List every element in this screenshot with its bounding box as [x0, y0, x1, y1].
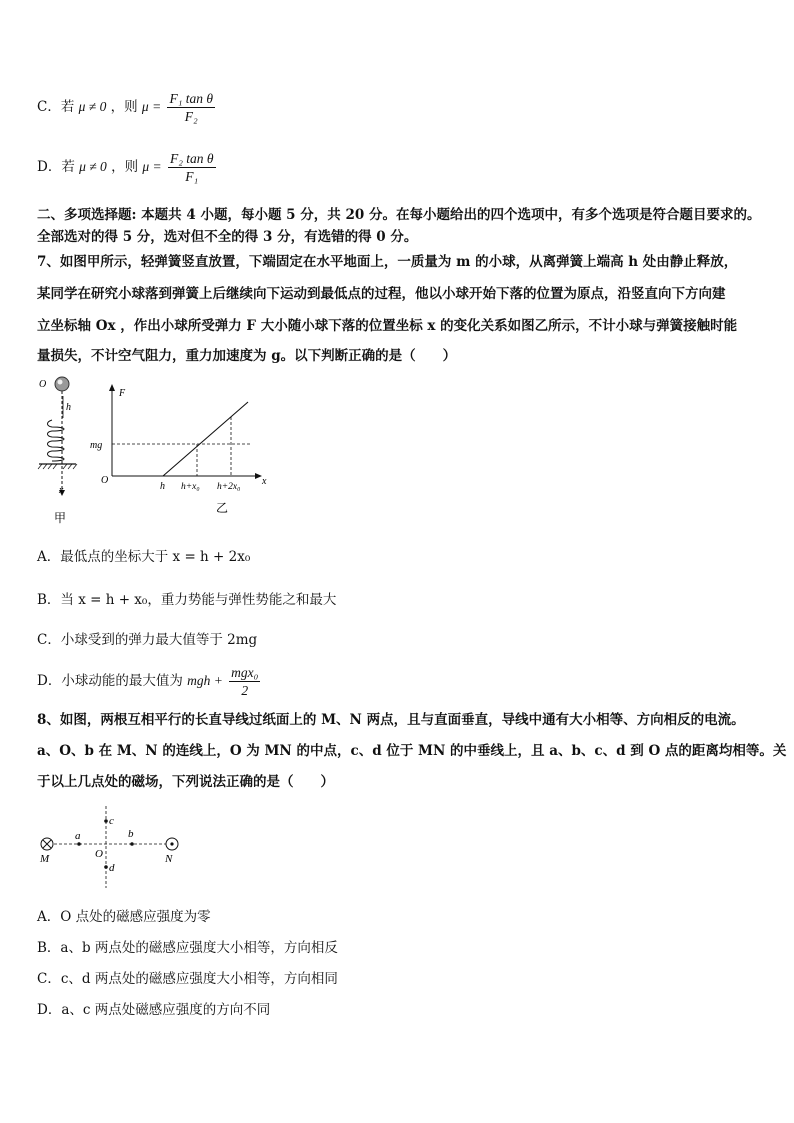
- q8-label-o: O: [95, 848, 103, 860]
- jia-label-o: O: [39, 379, 47, 390]
- option-d-numerator: F₂ tan θ: [169, 151, 214, 166]
- ball-icon: [55, 377, 69, 391]
- q7-option-d-denominator: 2: [241, 683, 249, 698]
- q7-line1: 7、如图甲所示，轻弹簧竖直放置，下端固定在水平地面上，一质量为 m 的小球，从离弹簧上端高 h 处由静止释放，: [37, 254, 738, 270]
- yi-tick-h2x0: h+2x₀: [217, 482, 241, 492]
- jia-caption: 甲: [54, 511, 67, 525]
- option-c-condition: μ ≠ 0: [78, 99, 107, 114]
- point-b: [130, 842, 134, 846]
- option-c-mid: ，则: [110, 99, 138, 115]
- q8-line2: a、O、b 在 M、N 的连线上，O 为 MN 的中点，c、d 位于 MN 的中垂线上，且 a、b、c、d 到 O 点的距离均相等。关: [37, 743, 787, 759]
- q7-option-d: [37, 664, 262, 699]
- yi-x-arrow: [255, 473, 262, 479]
- q7-option-b: B．当 x = h + x₀，重力势能与弹性势能之和最大: [37, 592, 337, 608]
- ground-hatch: [38, 464, 77, 469]
- q7-option-a: A．最低点的坐标大于 x = h + 2x₀: [37, 549, 251, 565]
- q8-option-c: C．c、d 两点处的磁感应强度大小相等，方向相同: [37, 971, 338, 987]
- q8-label-d: d: [109, 862, 115, 874]
- option-c-denominator: F₂: [184, 109, 198, 124]
- q7-option-d-fraction: [229, 664, 260, 699]
- q8-option-a: A．O 点处的磁感应强度为零: [37, 909, 211, 925]
- yi-label-o: O: [101, 475, 109, 486]
- option-d-prev: [37, 150, 218, 185]
- option-c-prev: [37, 90, 217, 125]
- q8-label-b: b: [128, 828, 134, 840]
- section2-line2: 全部选对的得 5 分，选对但不全的得 3 分，有选错的得 0 分。: [37, 229, 418, 245]
- section2-line1: 二、多项选择题: 本题共 4 小题，每小题 5 分，共 20 分。在每小题给出的四个选项中，有多个选项是符合题目要求的。: [37, 207, 761, 223]
- option-d-denominator: F₁: [185, 169, 199, 184]
- yi-label-mg: mg: [90, 440, 103, 451]
- point-c: [104, 819, 108, 823]
- q8-label-c: c: [109, 815, 114, 827]
- yi-caption: 乙: [216, 501, 229, 515]
- option-d-prefix: D．若: [37, 159, 75, 175]
- option-d-mid: ，则: [111, 159, 139, 175]
- q7-line2: 某同学在研究小球落到弹簧上后继续向下运动到最低点的过程，他以小球开始下落的位置为原点，沿竖直向下方向建: [37, 286, 726, 302]
- wire-into-page-icon: [41, 838, 53, 850]
- yi-y-arrow: [109, 384, 115, 391]
- option-c-prefix: C．若: [37, 99, 75, 115]
- q8-figure: [34, 800, 194, 892]
- point-d: [104, 865, 108, 869]
- yi-tick-hx0: h+x₀: [181, 482, 200, 492]
- yi-tick-h: h: [160, 481, 165, 492]
- option-c-fraction: [167, 90, 215, 125]
- q7-option-d-numerator: mgx₀: [231, 665, 259, 680]
- jia-label-x: x: [59, 485, 64, 496]
- q7-figure-yi: [88, 380, 278, 520]
- q8-line3: 于以上几点处的磁场，下列说法正确的是（ ）: [37, 774, 334, 790]
- yi-label-f: F: [119, 388, 126, 399]
- wire-out-of-page-icon: [166, 838, 178, 850]
- point-a: [77, 842, 81, 846]
- q8-label-m: M: [40, 853, 50, 865]
- jia-label-h: h: [66, 402, 71, 413]
- q7-option-d-prefix: D．小球动能的最大值为: [37, 673, 183, 689]
- yi-label-x: x: [262, 476, 267, 487]
- yi-force-line: [163, 402, 248, 476]
- ball-highlight: [58, 380, 63, 385]
- option-d-fraction: [168, 150, 216, 185]
- q7-line4: 量损失，不计空气阻力，重力加速度为 g。以下判断正确的是（ ）: [37, 348, 457, 364]
- option-d-condition: μ ≠ 0: [79, 159, 107, 174]
- q8-label-a: a: [75, 830, 81, 842]
- q8-line1: 8、如图，两根互相平行的长直导线过纸面上的 M、N 两点，且与直面垂直，导线中通有大小相等、方向相反的电流。: [37, 712, 745, 728]
- option-c-numerator: F₁ tan θ: [169, 91, 214, 106]
- q8-label-n: N: [165, 853, 173, 865]
- option-d-lhs: μ =: [142, 159, 162, 174]
- q7-option-c: C．小球受到的弹力最大值等于 2mg: [37, 632, 258, 648]
- q8-option-d: D．a、c 两点处磁感应强度的方向不同: [37, 1002, 271, 1018]
- option-c-lhs: μ =: [141, 99, 162, 114]
- q8-option-b: B．a、b 两点处的磁感应强度大小相等，方向相反: [37, 940, 338, 956]
- q7-line3: 立坐标轴 Ox ，作出小球所受弹力 F 大小随小球下落的位置坐标 x 的变化关系如图乙所示，不计小球与弹簧接触时能: [37, 318, 738, 334]
- q7-option-d-expr: mgh +: [187, 673, 223, 688]
